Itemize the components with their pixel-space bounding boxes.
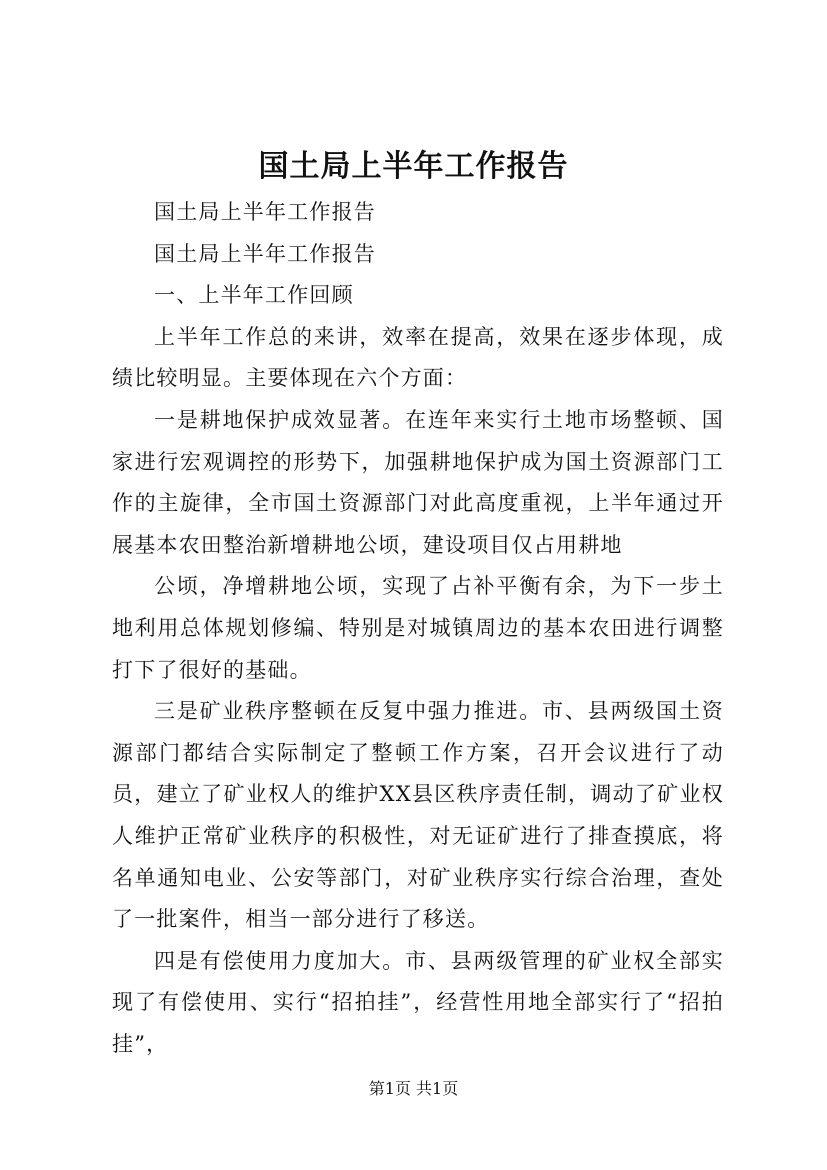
paragraph: 国土局上半年工作报告 — [154, 200, 376, 224]
paragraph: 一是耕地保护成效显著。在连年来实行土地市场整顿、国家进行宏观调控的形势下，加强耕地保护成为国土资源部门工作的主旋律，全市国土资源部门对此高度重视，上半年通过开展基本农田整治新增耕地公顷，建设项目仅占用耕地 — [112, 407, 724, 557]
section-heading: 一、上半年工作回顾 — [154, 283, 354, 308]
paragraph: 上半年工作总的来讲，效率在提高，效果在逐步体现，成绩比较明显。主要体现在六个方面： — [112, 324, 724, 391]
document-title: 国土局上半年工作报告 — [258, 149, 569, 184]
page-footer: 第1页 共1页 — [368, 1079, 459, 1098]
paragraph: 三是矿业秩序整顿在反复中强力推进。市、县两级国土资源部门都结合实际制定了整顿工作方案，召开会议进行了动员，建立了矿业权人的维护XX县区秩序责任制，调动了矿业权人维护正常矿业秩序的积极性，对无证矿进行了排查摸底，将名单通知电业、公安等部门，对矿业秩序实行综合治理，查处了一批案件，相当一部分进行了移送。 — [112, 699, 724, 932]
document-body — [112, 192, 724, 1065]
paragraph: 国土局上半年工作报告 — [154, 241, 376, 266]
paragraph: 公顷，净增耕地公顷，实现了占补平衡有余，为下一步土地利用总体规划修编、特别是对城镇周边的基本农田进行调整打下了很好的基础。 — [112, 574, 724, 682]
paragraph: 四是有偿使用力度加大。市、县两级管理的矿业权全部实现了有偿使用、实行“招拍挂”，经营性用地全部实行了“招拍挂”， — [112, 948, 724, 1056]
